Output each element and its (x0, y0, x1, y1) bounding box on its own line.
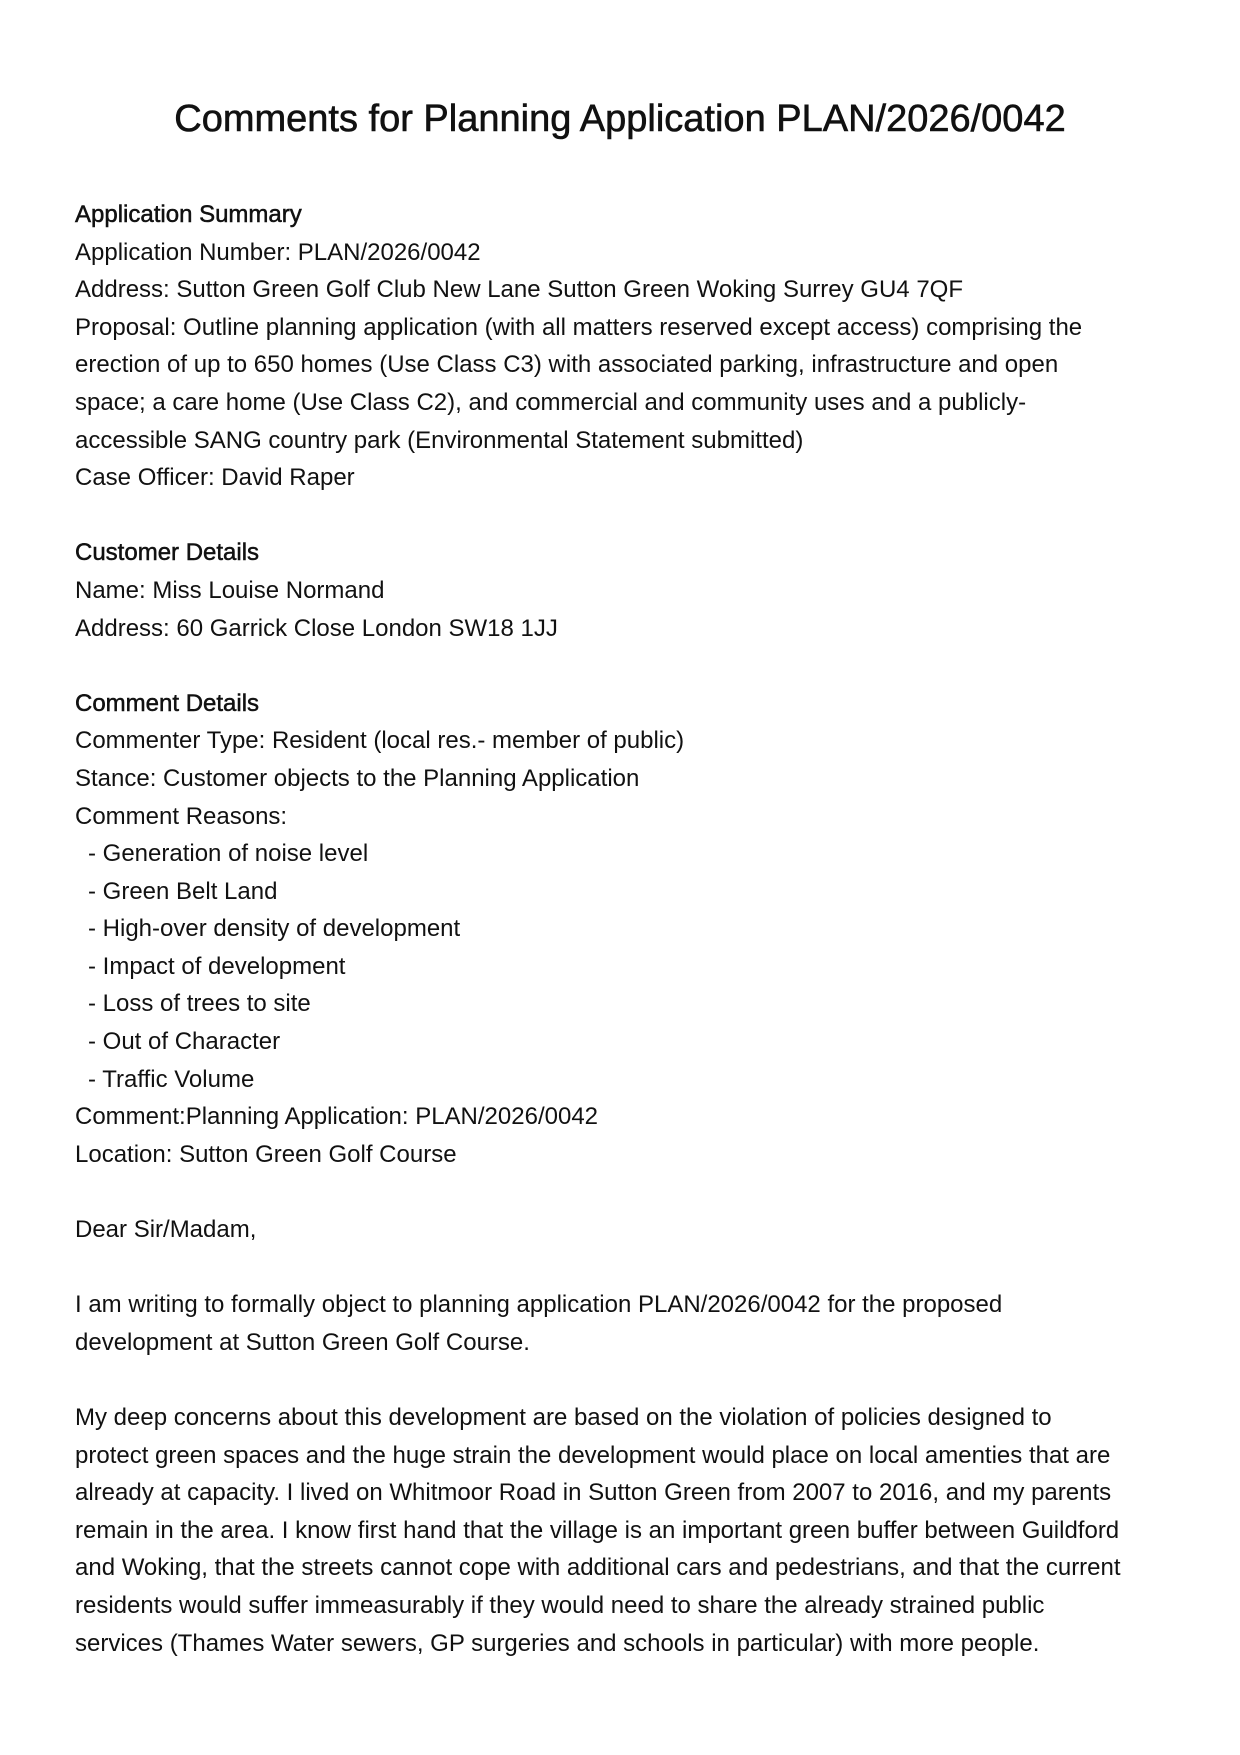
page-title: Comments for Planning Application PLAN/2026/0042 (174, 98, 1066, 140)
customer-name: Name: Miss Louise Normand (75, 576, 385, 604)
letter-paragraph-line: and Woking, that the streets cannot cope with additional cars and pedestrians, and that the current (75, 1554, 1121, 1582)
application-address: Address: Sutton Green Golf Club New Lane Sutton Green Woking Surrey GU4 7QF (75, 276, 963, 304)
spacer (75, 647, 1175, 685)
comment-reason-item: - Traffic Volume (88, 1065, 255, 1093)
comment-reason-item: - High-over density of development (88, 915, 461, 943)
application-number: Application Number: PLAN/2026/0042 (75, 238, 481, 266)
comment-reason-item: - Impact of development (88, 952, 346, 980)
customer-details-heading: Customer Details (75, 539, 260, 567)
commenter-type: Commenter Type: Resident (local res.- member of public) (75, 727, 685, 755)
spacer (75, 1361, 1175, 1399)
comment-reason-item: - Green Belt Land (88, 877, 278, 905)
comment-details-heading: Comment Details (75, 689, 260, 717)
stance: Stance: Customer objects to the Planning Application (75, 764, 640, 792)
letter-paragraph-line: already at capacity. I lived on Whitmoor Road in Sutton Green from 2007 to 2016, and my parents (75, 1479, 1112, 1507)
letter-paragraph-line: residents would suffer immeasurably if they would need to share the already strained public (75, 1591, 1045, 1619)
letter-paragraph-line: services (Thames Water sewers, GP surgeries and schools in particular) with more people. (75, 1629, 1040, 1657)
comment-line: Comment:Planning Application: PLAN/2026/0042 (75, 1103, 599, 1131)
comment-reason-item: - Loss of trees to site (88, 990, 311, 1018)
comment-reasons-label: Comment Reasons: (75, 802, 288, 830)
proposal-line: erection of up to 650 homes (Use Class C3) with associated parking, infrastructure and open (75, 351, 1059, 379)
spacer (75, 1173, 1175, 1211)
letter-paragraph-line: remain in the area. I know first hand that the village is an important green buffer between Guildford (75, 1516, 1120, 1544)
customer-address: Address: 60 Garrick Close London SW18 1JJ (75, 614, 558, 642)
proposal-line: space; a care home (Use Class C2), and commercial and community uses and a publicly- (75, 388, 1027, 416)
proposal-line: Proposal: Outline planning application (with all matters reserved except access) comprising the (75, 313, 1083, 341)
letter-paragraph-line: I am writing to formally object to planning application PLAN/2026/0042 for the proposed (75, 1291, 1003, 1319)
comment-reason-item: - Generation of noise level (88, 840, 369, 868)
comment-location: Location: Sutton Green Golf Course (75, 1140, 457, 1168)
spacer (75, 1249, 1175, 1287)
application-summary-heading: Application Summary (75, 201, 302, 228)
case-officer: Case Officer: David Raper (75, 464, 355, 492)
comment-reason-item: - Out of Character (88, 1028, 281, 1056)
spacer (75, 497, 1175, 535)
proposal-line: accessible SANG country park (Environmental Statement submitted) (75, 426, 804, 454)
letter-salutation: Dear Sir/Madam, (75, 1216, 257, 1244)
letter-paragraph-line: protect green spaces and the huge strain the development would place on local amenties that are (75, 1441, 1111, 1469)
document-body (75, 196, 1175, 1662)
letter-paragraph-line: My deep concerns about this development are based on the violation of policies designed to (75, 1404, 1052, 1431)
letter-paragraph-line: development at Sutton Green Golf Course. (75, 1328, 530, 1356)
